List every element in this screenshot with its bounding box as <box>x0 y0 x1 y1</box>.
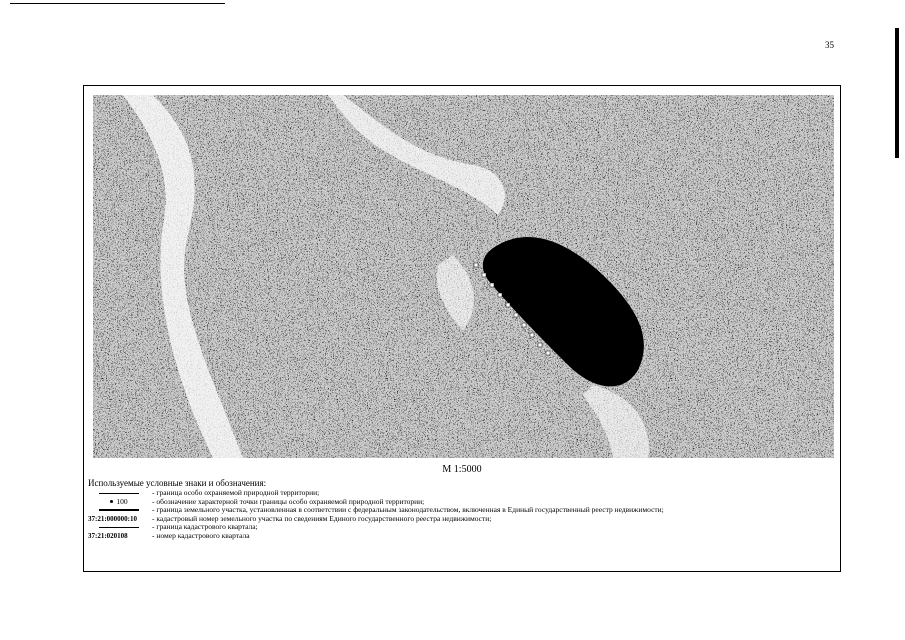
legend-symbol-point <box>88 498 150 507</box>
legend-item <box>88 532 833 541</box>
page-number: 35 <box>825 40 834 50</box>
legend-symbol-text: 37:21:000000:10 <box>88 514 137 523</box>
legend-description: - граница особо охраняемой природной территории; <box>152 488 320 497</box>
legend-symbol-line <box>88 493 150 494</box>
point-dot-icon <box>110 500 113 503</box>
legend-description: - граница кадастрового квартала; <box>152 522 258 532</box>
legend-symbol-line <box>88 527 150 528</box>
margin-bar <box>895 28 899 158</box>
legend-symbol-text: 37:21:020108 <box>88 531 128 540</box>
legend <box>88 478 833 541</box>
header-rule <box>10 3 225 4</box>
point-label: 100 <box>116 496 128 506</box>
legend-description: - граница земельного участка, установленная в соответствии с федеральным законодательством, включенная в Единый государственный реестр недвижимости; <box>152 505 664 515</box>
map-sheet-frame <box>83 85 841 572</box>
legend-description: - обозначение характерной точки границы особо охраняемой природной территории; <box>152 496 425 506</box>
legend-description: - кадастровый номер земельного участка по сведениям Единого государственного реестра недвижимости; <box>152 513 492 523</box>
aerial-map[interactable] <box>93 95 834 458</box>
legend-symbol-line-thick <box>88 509 150 511</box>
legend-title: Используемые условные знаки и обозначения: <box>88 478 267 488</box>
legend-description: - номер кадастрового квартала <box>152 530 250 540</box>
aerial-image <box>93 95 834 458</box>
map-scale: М 1:5000 <box>442 464 482 475</box>
